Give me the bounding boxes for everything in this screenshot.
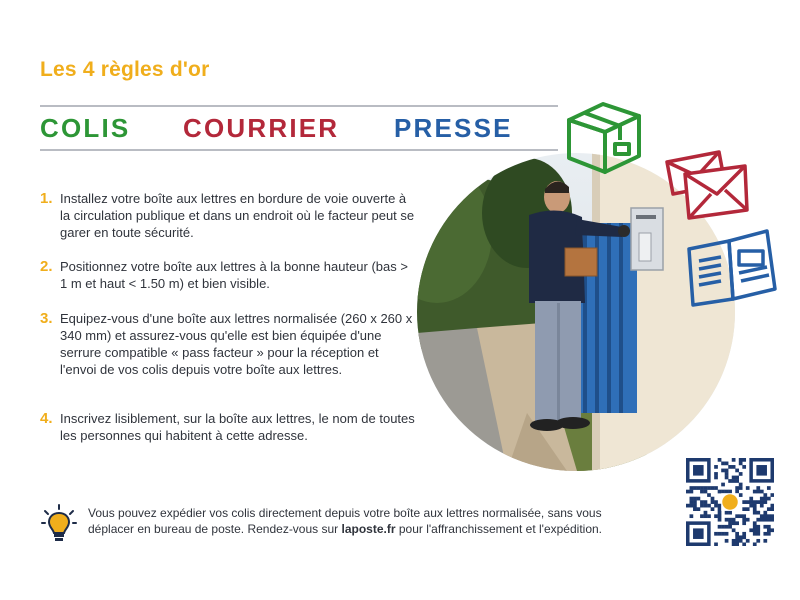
rule-item-2 (40, 258, 418, 292)
rule-item-3 (40, 310, 418, 378)
rule-text: Installez votre boîte aux lettres en bordure de voie ouverte à la circulation publique et dans un endroit où le facteur peut se garer en toute sécurité. (60, 191, 415, 240)
header-rule-bottom (40, 149, 558, 151)
rule-number: 4. (40, 410, 53, 427)
page-title: Les 4 règles d'or (40, 58, 210, 81)
rule-number: 3. (40, 310, 53, 327)
newspaper-icon (683, 227, 779, 316)
rule-text: Positionnez votre boîte aux lettres à la bonne hauteur (bas > 1 m et haut < 1.50 m) et bien visible. (60, 259, 408, 291)
rule-text: Inscrivez lisiblement, sur la boîte aux lettres, le nom de toutes les personnes qui habitent à cette adresse. (60, 411, 415, 443)
footnote-text-after: pour l'affranchissement et l'expédition. (395, 522, 602, 536)
rule-number: 2. (40, 258, 53, 275)
rule-number: 1. (40, 190, 53, 207)
footnote (88, 505, 648, 537)
rule-item-1 (40, 190, 418, 241)
category-colis: COLIS (40, 113, 131, 143)
category-presse: PRESSE (394, 113, 513, 143)
envelope-icon (663, 148, 751, 225)
rule-text: Equipez-vous d'une boîte aux lettres normalisée (260 x 260 x 340 mm) et assurez-vous qu'elle est bien équipée d'une serrure compatible « pass facteur » pour la réception et l'envoi de vos colis depuis votre boîte aux lettres. (60, 311, 413, 377)
light-bulb-icon (41, 504, 77, 549)
laposte-link[interactable]: laposte.fr (341, 522, 396, 536)
qr-code[interactable] (686, 458, 774, 546)
header-rule-top (40, 105, 558, 107)
parcel-box-icon (563, 98, 645, 181)
footnote-text-before: Vous pouvez expédier vos colis directement depuis votre boîte aux lettres normalisée, sans vous déplacer en bureau de poste. Rendez-vous sur (88, 506, 602, 536)
category-courrier: COURRIER (183, 113, 340, 143)
rule-item-4 (40, 410, 418, 444)
